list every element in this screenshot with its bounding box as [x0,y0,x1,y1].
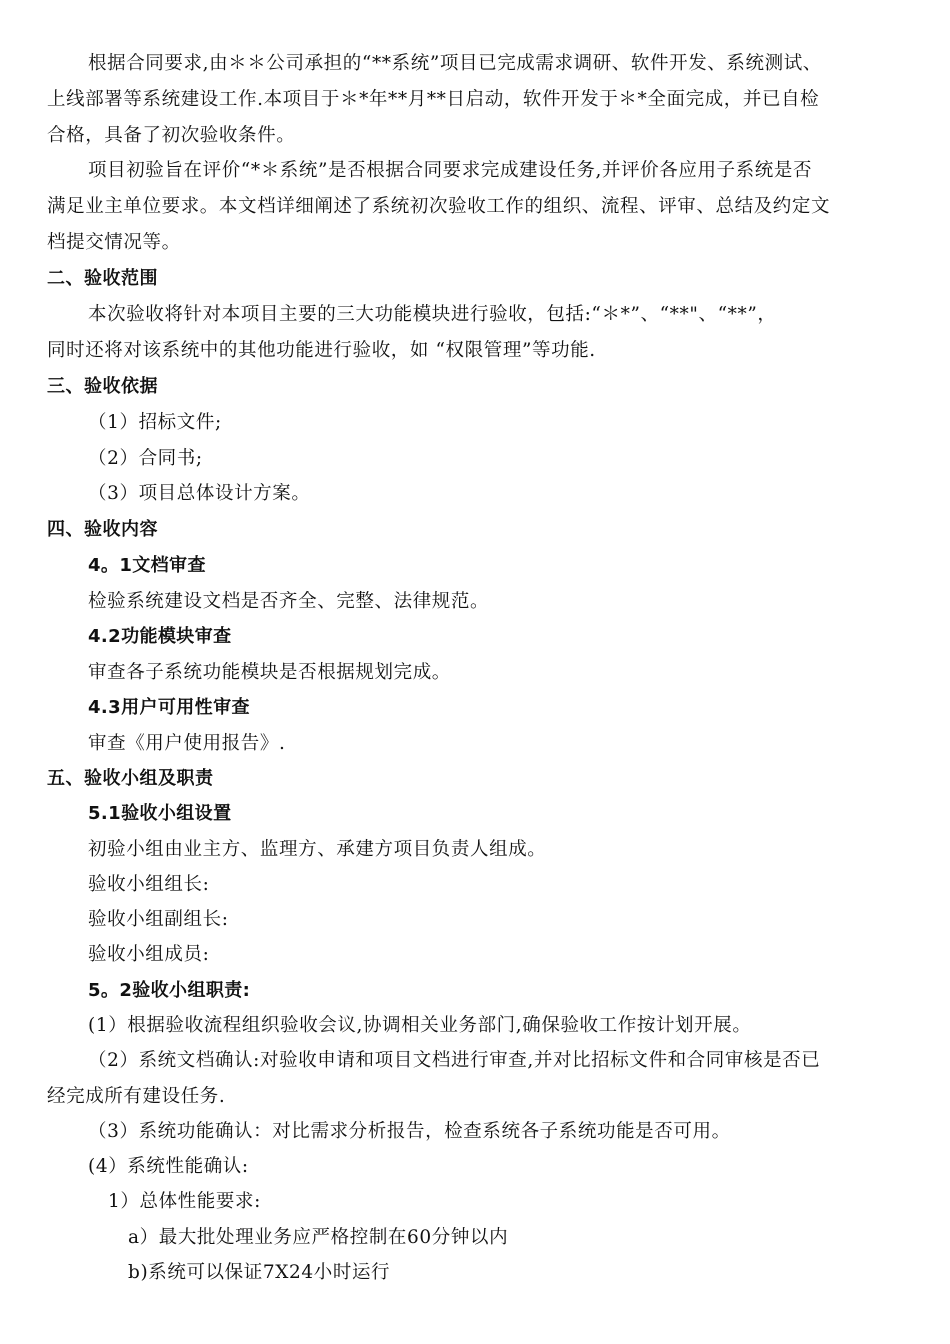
intro-paragraph-2-line-3: 档提交情况等。 [47,232,181,253]
intro-paragraph-2-line-1: 项目初验旨在评价“*＊系统”是否根据合同要求完成建设任务,并评价各应用子系统是否 [88,160,813,181]
subsection-heading-team-duties: 5。2验收小组职责: [88,980,251,1001]
basis-item-1: （1）招标文件; [88,412,222,433]
basis-item-2: （2）合同书; [88,448,203,469]
document-review-text: 检验系统建设文档是否齐全、完整、法律规范。 [88,591,490,612]
scope-line-1: 本次验收将针对本项目主要的三大功能模块进行验收，包括:“＊*”、“**"、“**”， [88,304,777,325]
duty-item-3: （3）系统功能确认：对比需求分析报告，检查系统各子系统功能是否可用。 [88,1121,731,1142]
subsection-heading-usability-review: 4.3用户可用性审查 [88,697,250,718]
duty-item-2-line-2: 经完成所有建设任务. [47,1086,226,1107]
team-members-label: 验收小组成员: [88,944,210,965]
performance-requirement-1a: a）最大批处理业务应严格控制在60分钟以内 [128,1227,509,1248]
team-leader-label: 验收小组组长: [88,874,210,895]
intro-paragraph-2-line-2: 满足业主单位要求。本文档详细阐述了系统初次验收工作的组织、流程、评审、总结及约定文 [47,196,831,217]
team-deputy-leader-label: 验收小组副组长: [88,909,229,930]
duty-item-4: (4）系统性能确认: [88,1156,249,1177]
performance-requirement-1b: b)系统可以保证7X24小时运行 [128,1262,391,1283]
team-setup-text: 初验小组由业主方、监理方、承建方项目负责人组成。 [88,839,547,860]
section-heading-acceptance-scope: 二、验收范围 [47,268,158,289]
usability-review-text: 审查《用户使用报告》. [88,733,286,754]
intro-paragraph-1-line-3: 合格，具备了初次验收条件。 [47,125,296,146]
section-heading-acceptance-content: 四、验收内容 [47,519,158,540]
subsection-heading-document-review: 4。1文档审查 [88,555,206,576]
intro-paragraph-1-line-2: 上线部署等系统建设工作.本项目于＊*年**月**日启动，软件开发于＊*全面完成，并已自检 [47,89,820,110]
section-heading-acceptance-team: 五、验收小组及职责 [47,768,214,789]
subsection-heading-module-review: 4.2功能模块审查 [88,626,232,647]
duty-item-2-line-1: （2）系统文档确认:对验收申请和项目文档进行审查,并对比招标文件和合同审核是否已 [88,1050,821,1071]
scope-line-2: 同时还将对该系统中的其他功能进行验收，如 “权限管理”等功能. [47,340,596,361]
performance-requirement-1: 1）总体性能要求: [108,1191,261,1212]
basis-item-3: （3）项目总体设计方案。 [88,483,311,504]
duty-item-1: (1）根据验收流程组织验收会议,协调相关业务部门,确保验收工作按计划开展。 [88,1015,752,1036]
module-review-text: 审查各子系统功能模块是否根据规划完成。 [88,662,451,683]
subsection-heading-team-setup: 5.1验收小组设置 [88,803,232,824]
intro-paragraph-1-line-1: 根据合同要求,由＊＊公司承担的“**系统”项目已完成需求调研、软件开发、系统测试、 [88,53,822,74]
section-heading-acceptance-basis: 三、验收依据 [47,376,158,397]
